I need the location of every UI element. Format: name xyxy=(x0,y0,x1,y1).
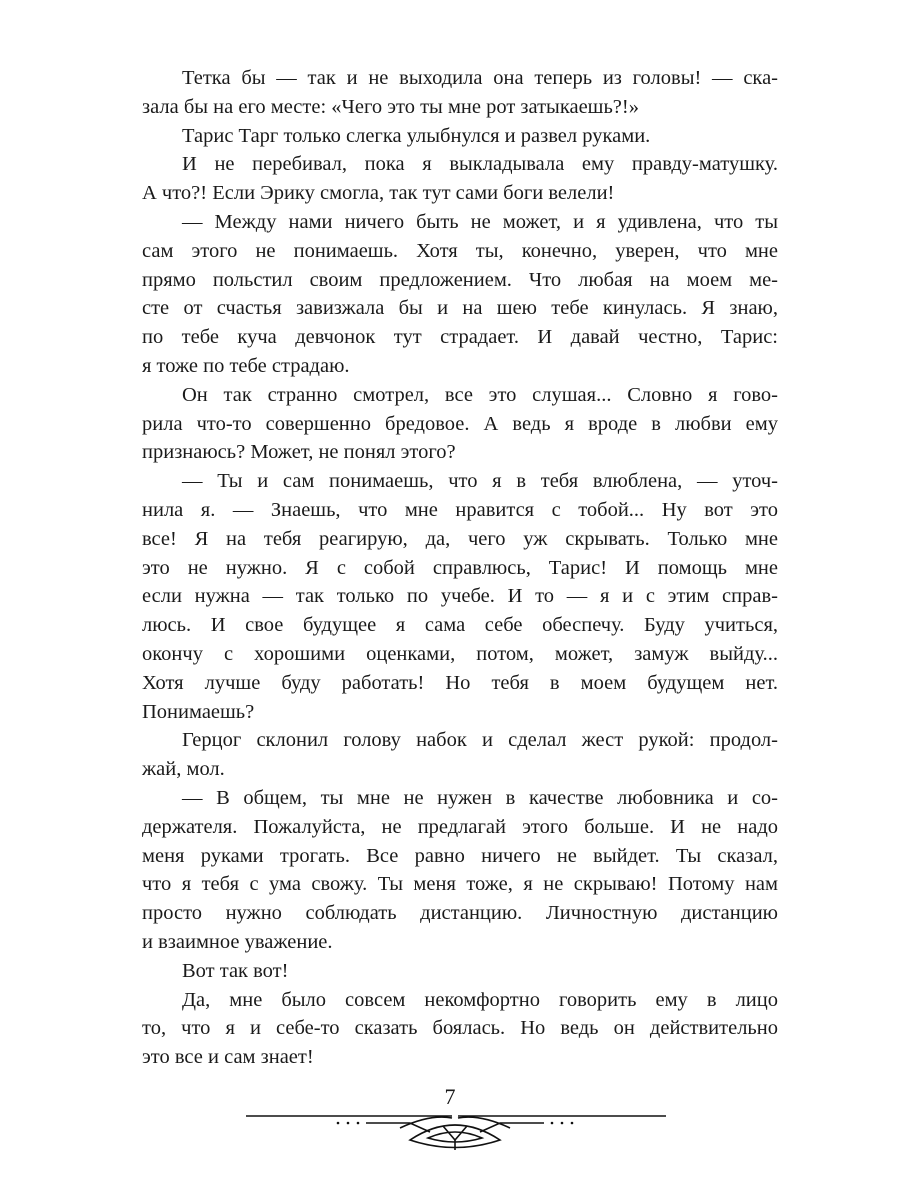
paragraph xyxy=(142,122,778,151)
text-line: все! Я на тебя реагирую, да, чего уж скрывать. Только мне xyxy=(142,527,778,550)
text-line: сам этого не понимаешь. Хотя ты, конечно, уверен, что мне xyxy=(142,239,778,262)
text-line: сте от счастья завизжала бы и на шею тебе кинулась. Я знаю, xyxy=(142,297,778,320)
text-line: по тебе куча девчонок тут страдает. И давай честно, Тарис: xyxy=(142,326,778,349)
paragraph xyxy=(142,150,778,208)
text-line: и взаимное уважение. xyxy=(142,930,333,953)
text-line: И не перебивал, пока я выкладывала ему правду-матушку. xyxy=(182,153,778,176)
text-line: нила я. — Знаешь, что мне нравится с тобой... Ну вот это xyxy=(142,498,778,521)
paragraph xyxy=(142,64,778,122)
footer-ornament-icon xyxy=(240,1110,670,1160)
text-line: — В общем, ты мне не нужен в качестве любовника и со- xyxy=(182,786,778,809)
text-line: просто нужно соблюдать дистанцию. Личностную дистанцию xyxy=(142,902,778,925)
text-line: Тарис Тарг только слегка улыбнулся и развел руками. xyxy=(182,124,651,147)
paragraph xyxy=(142,381,778,467)
text-line: это все и сам знает! xyxy=(142,1046,314,1069)
text-line: что я тебя с ума свожу. Ты меня тоже, я не скрываю! Потому нам xyxy=(142,873,778,896)
text-line: жай, мол. xyxy=(142,758,225,781)
text-line: люсь. И свое будущее я сама себе обеспечу. Буду учиться, xyxy=(142,614,778,637)
text-line: Понимаешь? xyxy=(142,700,255,723)
text-line: рила что-то совершенно бредовое. А ведь я вроде в любви ему xyxy=(142,412,778,435)
text-line: то, что я и себе-то сказать боялась. Но ведь он действительно xyxy=(142,1017,778,1040)
paragraph xyxy=(142,986,778,1072)
text-line: если нужна — так только по учебе. И то — я и с этим справ- xyxy=(142,585,778,608)
paragraph xyxy=(142,467,778,726)
text-line: прямо польстил своим предложением. Что любая на моем ме- xyxy=(142,268,778,291)
text-line: это не нужно. Я с собой справлюсь, Тарис! И помощь мне xyxy=(142,556,778,579)
page-number: 7 xyxy=(444,1084,456,1109)
paragraph xyxy=(142,726,778,784)
text-line: — Между нами ничего быть не может, и я удивлена, что ты xyxy=(182,210,778,233)
text-line: признаюсь? Может, не понял этого? xyxy=(142,441,456,464)
text-line: меня руками трогать. Все равно ничего не выйдет. Ты сказал, xyxy=(142,844,778,867)
text-line: Тетка бы — так и не выходила она теперь из головы! — ска- xyxy=(182,67,778,89)
text-line: Да, мне было совсем некомфортно говорить ему в лицо xyxy=(182,988,778,1011)
paragraph xyxy=(142,784,778,957)
text-line: держателя. Пожалуйста, не предлагай этого больше. И не надо xyxy=(142,815,778,838)
text-line: А что?! Если Эрику смогла, так тут сами боги велели! xyxy=(142,182,615,205)
text-line: зала бы на его месте: «Чего это ты мне рот затыкаешь?!» xyxy=(142,95,639,118)
paragraph xyxy=(142,208,778,381)
page-body-text xyxy=(142,64,778,1072)
text-line: Он так странно смотрел, все это слушая... Словно я гово- xyxy=(182,383,778,406)
text-line: я тоже по тебе страдаю. xyxy=(142,354,350,377)
paragraph xyxy=(142,957,778,986)
text-line: Хотя лучше буду работать! Но тебя в моем будущем нет. xyxy=(142,671,778,694)
text-line: окончу с хорошими оценками, потом, может, замуж выйду... xyxy=(142,642,778,665)
text-line: Вот так вот! xyxy=(182,959,289,982)
text-line: Герцог склонил голову набок и сделал жест рукой: продол- xyxy=(182,729,778,752)
text-line: — Ты и сам понимаешь, что я в тебя влюблена, — уточ- xyxy=(182,470,778,493)
